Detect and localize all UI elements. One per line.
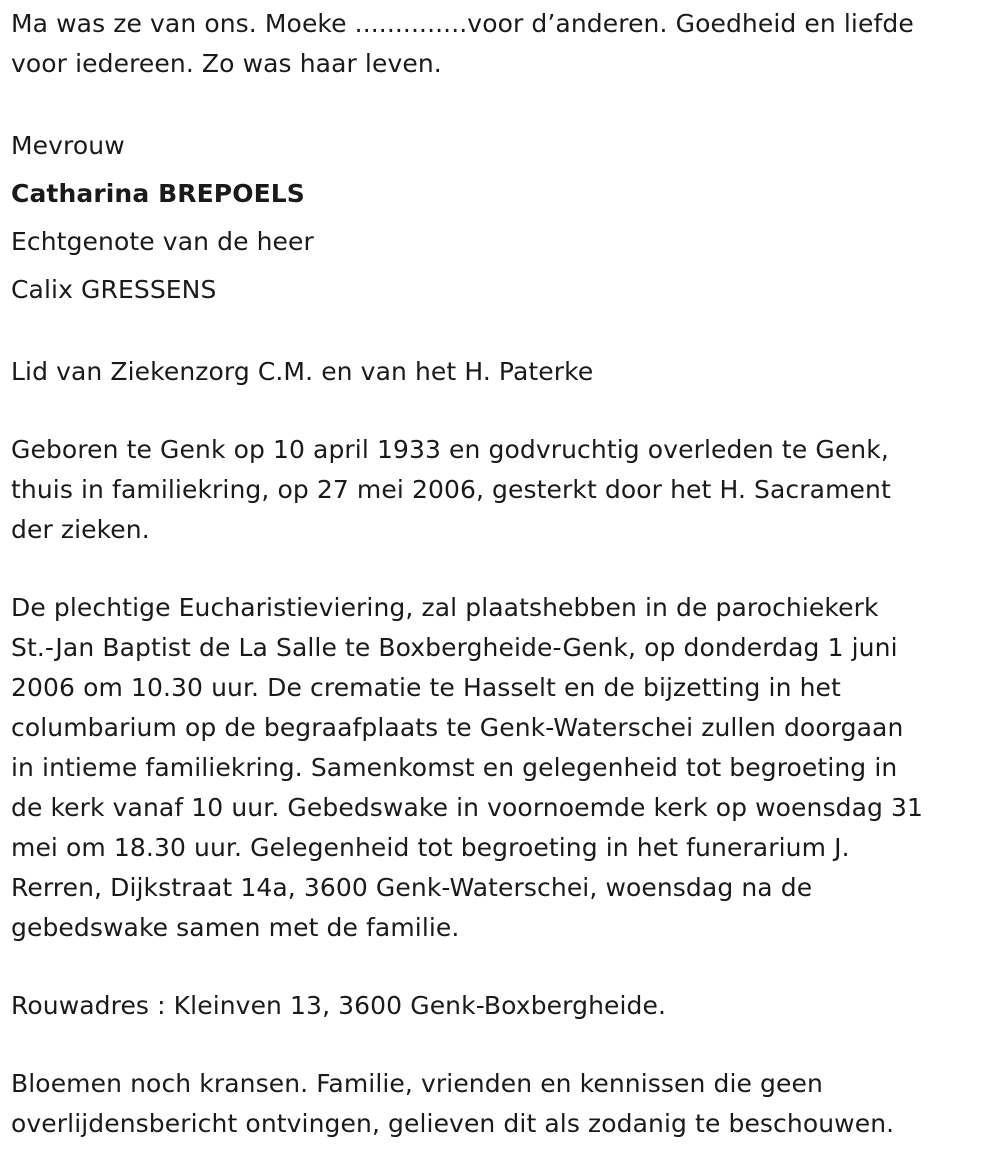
address-line: Rouwadres : Kleinven 13, 3600 Genk-Boxbergheide.	[11, 991, 667, 1020]
ceremony-line: gebedswake samen met de familie.	[11, 913, 460, 942]
birth-death-line: Geboren te Genk op 10 april 1933 en godvruchtig overleden te Genk,	[11, 435, 889, 464]
membership-paragraph	[11, 352, 1000, 392]
address-paragraph	[11, 986, 1000, 1026]
person-name: Catharina BREPOELS	[11, 179, 305, 208]
person-title: Mevrouw	[11, 131, 125, 160]
flowers-line: Bloemen noch kransen. Familie, vrienden en kennissen die geen	[11, 1069, 823, 1098]
flowers-line: overlijdensbericht ontvingen, gelieven dit als zodanig te beschouwen.	[11, 1109, 895, 1138]
ceremony-line: St.-Jan Baptist de La Salle te Boxbergheide-Genk, op donderdag 1 juni	[11, 633, 898, 662]
person-block	[11, 122, 1000, 314]
birth-death-line: der zieken.	[11, 515, 150, 544]
intro-line: Ma was ze van ons. Moeke ..............voor d’anderen. Goedheid en liefde	[11, 9, 914, 38]
spouse-name: Calix GRESSENS	[11, 275, 217, 304]
ceremony-line: columbarium op de begraafplaats te Genk-Waterschei zullen doorgaan	[11, 713, 904, 742]
flowers-paragraph	[11, 1064, 1000, 1144]
intro-line: voor iedereen. Zo was haar leven.	[11, 49, 442, 78]
intro-paragraph	[11, 4, 1000, 84]
ceremony-line: mei om 18.30 uur. Gelegenheid tot begroeting in het funerarium J.	[11, 833, 850, 862]
membership-line: Lid van Ziekenzorg C.M. en van het H. Paterke	[11, 357, 594, 386]
ceremony-line: de kerk vanaf 10 uur. Gebedswake in voornoemde kerk op woensdag 31	[11, 793, 924, 822]
ceremony-line: Rerren, Dijkstraat 14a, 3600 Genk-Waterschei, woensdag na de	[11, 873, 813, 902]
ceremony-line: De plechtige Eucharistieviering, zal plaatshebben in de parochiekerk	[11, 593, 879, 622]
spouse-label: Echtgenote van de heer	[11, 227, 314, 256]
ceremony-paragraph	[11, 588, 1000, 948]
birth-death-line: thuis in familiekring, op 27 mei 2006, gesterkt door het H. Sacrament	[11, 475, 891, 504]
ceremony-line: 2006 om 10.30 uur. De crematie te Hasselt en de bijzetting in het	[11, 673, 841, 702]
birth-death-paragraph	[11, 430, 1000, 550]
ceremony-line: in intieme familiekring. Samenkomst en gelegenheid tot begroeting in	[11, 753, 898, 782]
